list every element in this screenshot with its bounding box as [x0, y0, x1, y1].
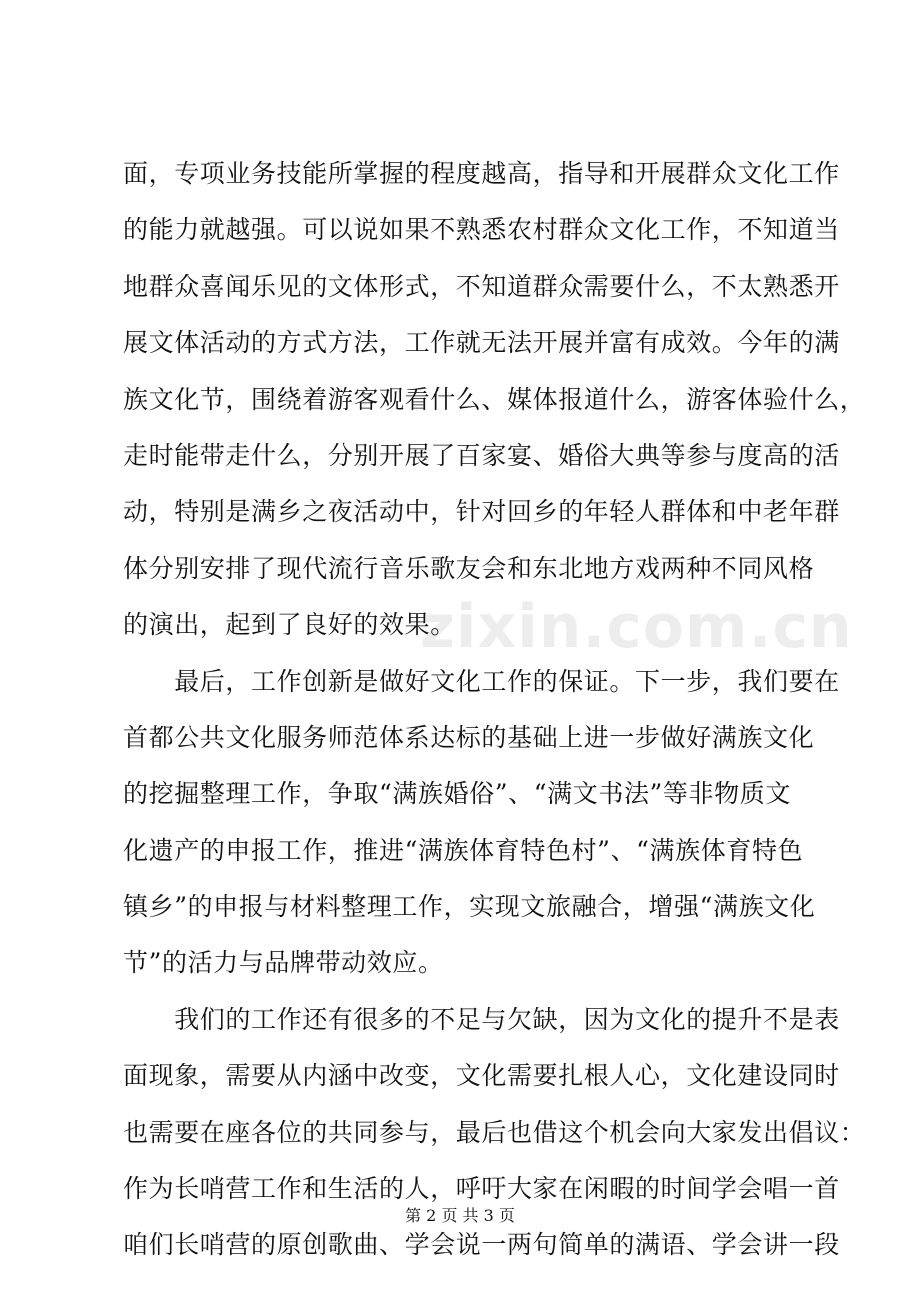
text-line: 的挖掘整理工作，争取“满族婚俗”、“满文书法”等非物质文 — [123, 779, 791, 809]
text-line: 体分别安排了现代流行音乐歌友会和东北地方戏两种不同风格 — [123, 553, 815, 583]
text-line: 化遗产的申报工作，推进“满族体育特色村”、“满族体育特色 — [123, 835, 804, 865]
text-line: 也需要在座各位的共同参与，最后也借这个机会向大家发出倡议： — [123, 1117, 866, 1147]
text-line: 咱们长哨营的原创歌曲、学会说一两句简单的满语、学会讲一段 — [123, 1230, 840, 1260]
watermark: zixin.com.cn — [420, 592, 853, 662]
text-line: 我们的工作还有很多的不足与欠缺，因为文化的提升不是表 — [123, 1004, 840, 1034]
text-line: 作为长哨营工作和生活的人，呼吁大家在闲暇的时间学会唱一首 — [123, 1174, 840, 1204]
text-line: 面，专项业务技能所掌握的程度越高，指导和开展群众文化工作 — [123, 159, 840, 188]
text-line: 族文化节，围绕着游客观看什么、媒体报道什么，游客体验什么， — [123, 384, 866, 414]
text-line: 走时能带走什么，分别开展了百家宴、婚俗大典等参与度高的活 — [123, 440, 840, 470]
text-line: 镇乡”的申报与材料整理工作，实现文旅融合，增强“满族文化 — [123, 892, 816, 922]
text-line: 的能力就越强。可以说如果不熟悉农村群众文化工作，不知道当 — [123, 215, 840, 245]
text-line: 首都公共文化服务师范体系达标的基础上进一步做好满族文化 — [123, 722, 815, 752]
text-line: 动，特别是满乡之夜活动中，针对回乡的年轻人群体和中老年群 — [123, 497, 840, 527]
text-line: 的演出，起到了良好的效果。 — [123, 610, 456, 640]
document-body — [123, 146, 866, 1274]
text-line: 展文体活动的方式方法，工作就无法开展并富有成效。今年的满 — [123, 328, 840, 358]
text-line: 最后，工作创新是做好文化工作的保证。下一步，我们要在 — [123, 666, 840, 696]
text-line: 地群众喜闻乐见的文体形式，不知道群众需要什么，不太熟悉开 — [123, 271, 840, 301]
page-number-footer: 第 2 页 共 3 页 — [405, 1206, 515, 1225]
text-line: 面现象，需要从内涵中改变，文化需要扎根人心，文化建设同时 — [123, 1061, 840, 1091]
text-line: 节”的活力与品牌带动效应。 — [123, 948, 444, 978]
